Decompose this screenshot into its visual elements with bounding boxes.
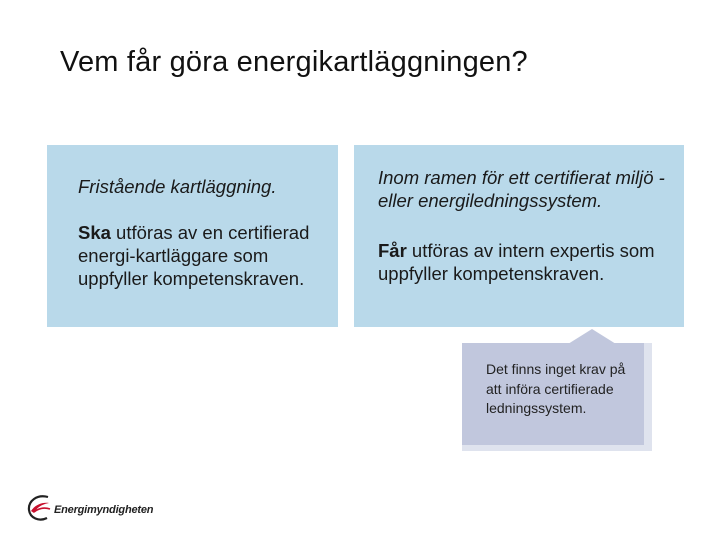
logo-wordmark: Energimyndigheten: [54, 504, 154, 516]
left-box-lead: Ska: [78, 222, 111, 243]
left-info-box: [47, 145, 338, 327]
right-box-lead: Får: [378, 240, 407, 261]
callout-pointer: [568, 329, 616, 344]
energimyndigheten-logo: [25, 491, 160, 525]
right-box-body: [378, 239, 678, 285]
slide-title: Vem får göra energikartläggningen?: [60, 46, 528, 78]
right-box-heading: Inom ramen för ett certifierat miljö - eller energiledningssystem.: [378, 167, 665, 211]
left-box-text: utföras av en certifierad energi-kartläggare som uppfyller kompetenskraven.: [78, 222, 310, 289]
left-box-heading: Fristående kartläggning.: [78, 176, 277, 197]
callout-box: [462, 343, 652, 451]
right-box-text: utföras av intern expertis som uppfyller kompetenskraven.: [378, 240, 655, 284]
logo-swoosh-icon: [25, 491, 55, 525]
right-info-box: [354, 145, 684, 327]
callout-text: Det finns inget krav på att införa certifierade ledningssystem.: [486, 361, 626, 416]
left-box-body: [78, 221, 328, 290]
